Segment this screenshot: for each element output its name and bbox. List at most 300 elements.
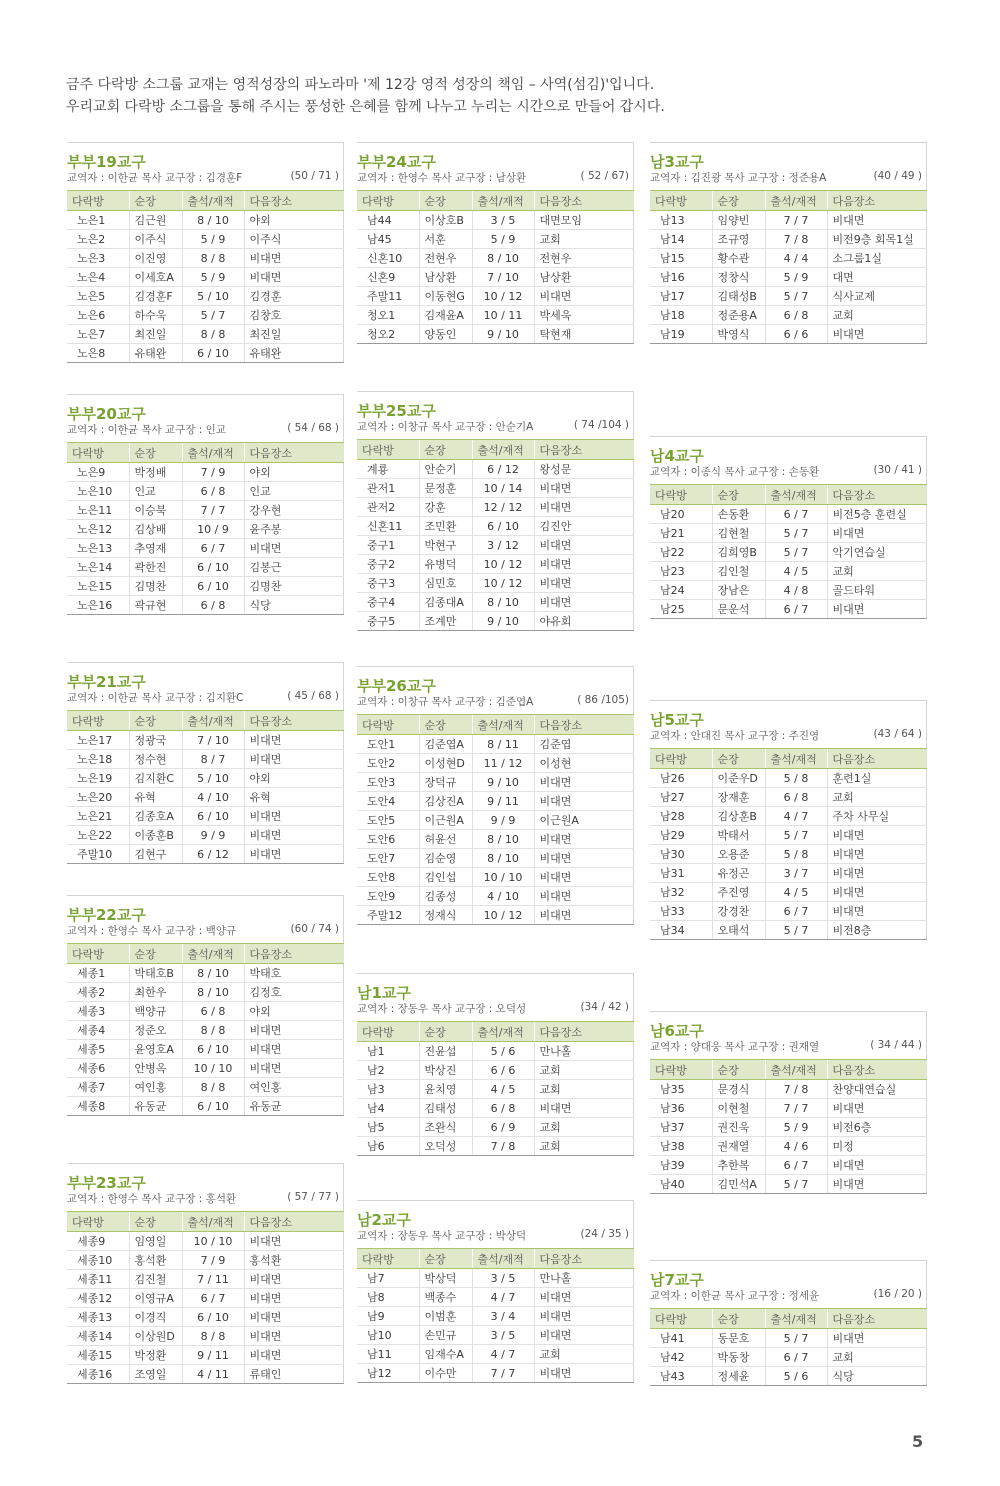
cell-next-place: 비대면 — [534, 830, 634, 849]
cell-attendance: 5 / 7 — [765, 524, 827, 543]
group-table — [357, 1248, 634, 1383]
column-header-2: 출석/재적 — [472, 440, 534, 460]
cell-darakbang: 남3 — [357, 1080, 419, 1099]
cell-darakbang: 도안6 — [357, 830, 419, 849]
table-row — [650, 1175, 927, 1194]
cell-leader: 정재식 — [419, 906, 472, 925]
table-row — [67, 1232, 344, 1251]
cell-darakbang: 청오2 — [357, 325, 419, 344]
group-attendance-ratio: ( 45 / 68 ) — [287, 690, 339, 702]
group-info — [650, 1288, 926, 1308]
cell-attendance: 8 / 11 — [472, 735, 534, 754]
cell-attendance: 5 / 6 — [472, 1042, 534, 1061]
cell-attendance: 4 / 10 — [182, 788, 244, 807]
cell-next-place: 비대면 — [827, 883, 927, 902]
cell-attendance: 9 / 10 — [472, 612, 534, 631]
cell-leader: 동문호 — [712, 1329, 765, 1348]
group-attendance-ratio: (43 / 64 ) — [873, 728, 922, 740]
cell-darakbang: 남35 — [650, 1080, 712, 1099]
cell-next-place: 비대면 — [534, 868, 634, 887]
cell-darakbang: 남40 — [650, 1175, 712, 1194]
column-header-0: 다락방 — [650, 1060, 712, 1080]
group-부부22교구 — [67, 895, 344, 1116]
cell-attendance: 6 / 8 — [765, 306, 827, 325]
table-header-row — [357, 191, 634, 211]
cell-attendance: 10 / 11 — [472, 306, 534, 325]
cell-leader: 박현구 — [419, 536, 472, 555]
cell-attendance: 5 / 10 — [182, 769, 244, 788]
cell-attendance: 9 / 10 — [472, 325, 534, 344]
cell-leader: 박동창 — [712, 1348, 765, 1367]
group-leaders: 교역자 : 이한균 목사 교구장 : 김지환C — [67, 692, 244, 704]
cell-darakbang: 남42 — [650, 1348, 712, 1367]
cell-attendance: 10 / 12 — [472, 555, 534, 574]
cell-attendance: 10 / 10 — [182, 1059, 244, 1078]
group-attendance-ratio: ( 57 / 77 ) — [287, 1191, 339, 1203]
table-row — [67, 230, 344, 249]
cell-leader: 정창식 — [712, 268, 765, 287]
cell-next-place: 비대면 — [827, 1156, 927, 1175]
group-info — [357, 170, 633, 190]
table-row — [650, 807, 927, 826]
cell-next-place: 교회 — [534, 230, 634, 249]
cell-leader: 김종대A — [419, 593, 472, 612]
table-row — [357, 1345, 634, 1364]
cell-darakbang: 노은6 — [67, 306, 129, 325]
cell-attendance: 3 / 5 — [472, 211, 534, 230]
table-header-row — [357, 1249, 634, 1269]
cell-attendance: 5 / 7 — [765, 543, 827, 562]
cell-attendance: 6 / 10 — [182, 344, 244, 363]
group-title: 남1교구 — [357, 984, 411, 1002]
cell-next-place: 전현우 — [534, 249, 634, 268]
cell-attendance: 6 / 7 — [182, 539, 244, 558]
cell-leader: 오태석 — [712, 921, 765, 940]
cell-leader: 박태호B — [129, 964, 182, 983]
cell-next-place: 비대면 — [244, 1021, 344, 1040]
cell-next-place: 비대면 — [534, 498, 634, 517]
table-row — [67, 731, 344, 750]
table-row — [650, 249, 927, 268]
cell-leader: 이수만 — [419, 1364, 472, 1383]
cell-darakbang: 노은17 — [67, 731, 129, 750]
table-row — [67, 520, 344, 539]
cell-attendance: 7 / 9 — [182, 1251, 244, 1270]
cell-leader: 유태완 — [129, 344, 182, 363]
table-row — [650, 883, 927, 902]
group-table — [67, 1211, 344, 1384]
column-header-3: 다음장소 — [827, 191, 927, 211]
column-header-1: 순장 — [129, 443, 182, 463]
table-row — [357, 268, 634, 287]
cell-next-place: 비대면 — [244, 750, 344, 769]
table-row — [67, 1289, 344, 1308]
cell-leader: 이범훈 — [419, 1307, 472, 1326]
cell-next-place: 비대면 — [244, 807, 344, 826]
cell-leader: 권진욱 — [712, 1118, 765, 1137]
cell-attendance: 6 / 7 — [765, 600, 827, 619]
cell-leader: 정수현 — [129, 750, 182, 769]
cell-next-place: 비대면 — [534, 574, 634, 593]
table-row — [67, 769, 344, 788]
cell-darakbang: 남13 — [650, 211, 712, 230]
cell-leader: 추한복 — [712, 1156, 765, 1175]
cell-attendance: 6 / 7 — [765, 505, 827, 524]
cell-next-place: 왕성문 — [534, 460, 634, 479]
group-title: 부부26교구 — [357, 677, 436, 695]
cell-next-place: 비대면 — [534, 555, 634, 574]
cell-leader: 강훈 — [419, 498, 472, 517]
group-attendance-ratio: ( 86 /105) — [577, 694, 629, 706]
table-row — [67, 211, 344, 230]
column-header-0: 다락방 — [650, 1309, 712, 1329]
cell-attendance: 5 / 8 — [765, 845, 827, 864]
column-header-1: 순장 — [129, 1212, 182, 1232]
cell-leader: 박영식 — [712, 325, 765, 344]
column-header-1: 순장 — [419, 191, 472, 211]
cell-leader: 인교 — [129, 482, 182, 501]
table-header-row — [650, 749, 927, 769]
cell-leader: 조규영 — [712, 230, 765, 249]
cell-leader: 남상환 — [419, 268, 472, 287]
cell-attendance: 10 / 12 — [472, 574, 534, 593]
cell-leader: 심민호 — [419, 574, 472, 593]
cell-next-place: 비대면 — [534, 1307, 634, 1326]
intro-line-2: 우리교회 다락방 소그룹을 통해 주시는 풍성한 은혜를 함께 나누고 누리는 시간으로 만들어 갑시다. — [66, 99, 665, 115]
group-attendance-ratio: (30 / 41 ) — [873, 464, 922, 476]
cell-next-place: 교회 — [827, 306, 927, 325]
table-row — [67, 596, 344, 615]
group-leaders: 교역자 : 안대진 목사 교구장 : 주진영 — [650, 730, 820, 742]
column-header-2: 출석/재적 — [182, 191, 244, 211]
cell-next-place: 김정호 — [244, 983, 344, 1002]
cell-leader: 김인섭 — [419, 868, 472, 887]
column-header-3: 다음장소 — [244, 191, 344, 211]
group-attendance-ratio: (16 / 20 ) — [873, 1288, 922, 1300]
cell-next-place: 남상환 — [534, 268, 634, 287]
cell-next-place: 비대면 — [534, 887, 634, 906]
cell-attendance: 7 / 7 — [765, 211, 827, 230]
column-header-2: 출석/재적 — [472, 715, 534, 735]
group-부부21교구 — [67, 662, 344, 864]
cell-darakbang: 남11 — [357, 1345, 419, 1364]
column-header-0: 다락방 — [67, 443, 129, 463]
cell-next-place: 교회 — [534, 1080, 634, 1099]
cell-leader: 이상원D — [129, 1327, 182, 1346]
cell-attendance: 4 / 7 — [472, 1288, 534, 1307]
cell-leader: 조계만 — [419, 612, 472, 631]
table-row — [357, 479, 634, 498]
table-row — [67, 539, 344, 558]
table-row — [67, 1365, 344, 1384]
cell-leader: 박상덕 — [419, 1269, 472, 1288]
group-attendance-ratio: ( 74 /104 ) — [573, 419, 629, 431]
table-row — [357, 773, 634, 792]
cell-leader: 장재훈 — [712, 788, 765, 807]
column-header-0: 다락방 — [357, 1249, 419, 1269]
column-header-1: 순장 — [129, 944, 182, 964]
table-row — [67, 1021, 344, 1040]
cell-darakbang: 중구5 — [357, 612, 419, 631]
column-header-3: 다음장소 — [534, 715, 634, 735]
cell-leader: 이경직 — [129, 1308, 182, 1327]
group-부부26교구 — [357, 666, 634, 925]
cell-leader: 김종호A — [129, 807, 182, 826]
column-header-2: 출석/재적 — [472, 1022, 534, 1042]
cell-next-place: 비대면 — [827, 1099, 927, 1118]
cell-leader: 유동균 — [129, 1097, 182, 1116]
group-leaders: 교역자 : 한영수 목사 교구장 : 홍석환 — [67, 1193, 237, 1205]
group-info — [650, 1039, 926, 1059]
cell-leader: 이주식 — [129, 230, 182, 249]
cell-next-place: 비대면 — [534, 287, 634, 306]
cell-darakbang: 남4 — [357, 1099, 419, 1118]
cell-next-place: 비대면 — [534, 849, 634, 868]
table-row — [67, 1002, 344, 1021]
table-header-row — [67, 711, 344, 731]
cell-attendance: 3 / 12 — [472, 536, 534, 555]
cell-leader: 이영규A — [129, 1289, 182, 1308]
table-row — [357, 574, 634, 593]
cell-attendance: 7 / 7 — [472, 1364, 534, 1383]
table-row — [650, 1137, 927, 1156]
column-header-2: 출석/재적 — [765, 749, 827, 769]
cell-darakbang: 남32 — [650, 883, 712, 902]
group-table — [67, 710, 344, 864]
cell-next-place: 만나홀 — [534, 1269, 634, 1288]
cell-next-place: 비대면 — [827, 826, 927, 845]
cell-darakbang: 남6 — [357, 1137, 419, 1156]
column-header-1: 순장 — [419, 1249, 472, 1269]
cell-next-place: 식당 — [827, 1367, 927, 1386]
cell-darakbang: 남25 — [650, 600, 712, 619]
column-header-3: 다음장소 — [534, 1249, 634, 1269]
column-header-1: 순장 — [712, 1309, 765, 1329]
cell-attendance: 12 / 12 — [472, 498, 534, 517]
cell-leader: 곽규현 — [129, 596, 182, 615]
cell-darakbang: 계룡 — [357, 460, 419, 479]
table-header-row — [357, 715, 634, 735]
cell-next-place: 대면모임 — [534, 211, 634, 230]
cell-darakbang: 관저1 — [357, 479, 419, 498]
cell-next-place: 비대면 — [534, 773, 634, 792]
cell-attendance: 3 / 7 — [765, 864, 827, 883]
table-row — [650, 769, 927, 788]
cell-darakbang: 노은2 — [67, 230, 129, 249]
cell-attendance: 7 / 7 — [765, 1099, 827, 1118]
cell-attendance: 5 / 7 — [765, 287, 827, 306]
cell-darakbang: 세종13 — [67, 1308, 129, 1327]
cell-darakbang: 남10 — [357, 1326, 419, 1345]
cell-attendance: 5 / 7 — [765, 826, 827, 845]
group-leaders: 교역자 : 이종식 목사 교구장 : 손동환 — [650, 466, 820, 478]
cell-attendance: 5 / 8 — [765, 769, 827, 788]
cell-next-place: 비대면 — [534, 792, 634, 811]
column-header-0: 다락방 — [67, 944, 129, 964]
column-header-1: 순장 — [129, 191, 182, 211]
table-row — [357, 593, 634, 612]
group-table — [650, 1308, 927, 1386]
cell-next-place: 탁현재 — [534, 325, 634, 344]
table-row — [650, 1329, 927, 1348]
cell-attendance: 10 / 9 — [182, 520, 244, 539]
cell-next-place: 비대면 — [244, 1289, 344, 1308]
group-leaders: 교역자 : 한영수 목사 교구장 : 백양규 — [67, 925, 237, 937]
cell-darakbang: 노은4 — [67, 268, 129, 287]
cell-leader: 안병옥 — [129, 1059, 182, 1078]
cell-darakbang: 노은1 — [67, 211, 129, 230]
cell-leader: 박정환 — [129, 1346, 182, 1365]
group-info — [357, 1001, 633, 1021]
cell-darakbang: 세종12 — [67, 1289, 129, 1308]
cell-darakbang: 주말12 — [357, 906, 419, 925]
cell-attendance: 3 / 5 — [472, 1269, 534, 1288]
cell-leader: 김희영B — [712, 543, 765, 562]
cell-attendance: 9 / 11 — [182, 1346, 244, 1365]
cell-darakbang: 노은21 — [67, 807, 129, 826]
table-row — [650, 230, 927, 249]
group-info — [650, 464, 926, 484]
cell-next-place: 식당 — [244, 596, 344, 615]
table-row — [67, 558, 344, 577]
cell-attendance: 8 / 10 — [472, 593, 534, 612]
cell-darakbang: 노은16 — [67, 596, 129, 615]
group-table — [650, 484, 927, 619]
group-title: 남4교구 — [650, 447, 704, 465]
cell-darakbang: 노은19 — [67, 769, 129, 788]
cell-leader: 조영일 — [129, 1365, 182, 1384]
cell-leader: 주진영 — [712, 883, 765, 902]
cell-attendance: 5 / 9 — [182, 268, 244, 287]
cell-darakbang: 노은11 — [67, 501, 129, 520]
group-title: 부부25교구 — [357, 402, 436, 420]
cell-attendance: 4 / 8 — [765, 581, 827, 600]
cell-leader: 김근원 — [129, 211, 182, 230]
cell-leader: 김인철 — [712, 562, 765, 581]
cell-attendance: 8 / 10 — [472, 249, 534, 268]
cell-next-place: 비대면 — [244, 539, 344, 558]
cell-darakbang: 남15 — [650, 249, 712, 268]
cell-attendance: 5 / 9 — [472, 230, 534, 249]
cell-darakbang: 남20 — [650, 505, 712, 524]
cell-leader: 김종성 — [419, 887, 472, 906]
cell-attendance: 7 / 8 — [472, 1137, 534, 1156]
cell-leader: 손민규 — [419, 1326, 472, 1345]
cell-next-place: 야외 — [244, 769, 344, 788]
group-info — [357, 419, 633, 439]
column-header-3: 다음장소 — [827, 1060, 927, 1080]
cell-darakbang: 노은9 — [67, 463, 129, 482]
column-header-3: 다음장소 — [534, 191, 634, 211]
table-row — [357, 849, 634, 868]
cell-next-place: 야외 — [244, 1002, 344, 1021]
cell-leader: 박상진 — [419, 1061, 472, 1080]
cell-leader: 이현철 — [712, 1099, 765, 1118]
cell-darakbang: 남18 — [650, 306, 712, 325]
table-row — [67, 1308, 344, 1327]
group-leaders: 교역자 : 장동우 목사 교구장 : 오덕성 — [357, 1003, 527, 1015]
cell-next-place: 비대면 — [827, 1329, 927, 1348]
table-row — [67, 845, 344, 864]
cell-darakbang: 세종1 — [67, 964, 129, 983]
table-row — [67, 287, 344, 306]
table-row — [67, 983, 344, 1002]
cell-darakbang: 세종6 — [67, 1059, 129, 1078]
cell-darakbang: 세종10 — [67, 1251, 129, 1270]
table-row — [67, 1040, 344, 1059]
cell-next-place: 골드타워 — [827, 581, 927, 600]
table-row — [357, 1099, 634, 1118]
cell-next-place: 비대면 — [534, 906, 634, 925]
cell-leader: 장남은 — [712, 581, 765, 600]
cell-leader: 김재윤A — [419, 306, 472, 325]
column-header-3: 다음장소 — [244, 1212, 344, 1232]
table-row — [650, 306, 927, 325]
cell-attendance: 6 / 7 — [765, 1348, 827, 1367]
cell-next-place: 비대면 — [827, 1175, 927, 1194]
cell-darakbang: 남12 — [357, 1364, 419, 1383]
table-row — [357, 287, 634, 306]
cell-next-place: 비대면 — [827, 211, 927, 230]
table-row — [357, 1118, 634, 1137]
cell-leader: 김지환C — [129, 769, 182, 788]
table-row — [650, 902, 927, 921]
cell-attendance: 9 / 11 — [472, 792, 534, 811]
cell-attendance: 6 / 10 — [472, 517, 534, 536]
column-header-3: 다음장소 — [827, 1309, 927, 1329]
cell-darakbang: 노은10 — [67, 482, 129, 501]
cell-leader: 최한우 — [129, 983, 182, 1002]
cell-attendance: 7 / 8 — [765, 1080, 827, 1099]
cell-leader: 이승북 — [129, 501, 182, 520]
group-부부25교구 — [357, 391, 634, 631]
table-header-row — [67, 1212, 344, 1232]
group-attendance-ratio: ( 54 / 68 ) — [287, 422, 339, 434]
table-header-row — [650, 485, 927, 505]
table-row — [357, 735, 634, 754]
cell-leader: 최진일 — [129, 325, 182, 344]
cell-attendance: 5 / 10 — [182, 287, 244, 306]
group-남1교구 — [357, 973, 634, 1156]
cell-darakbang: 남33 — [650, 902, 712, 921]
cell-next-place: 만나홀 — [534, 1042, 634, 1061]
cell-attendance: 8 / 10 — [182, 964, 244, 983]
cell-next-place: 주차 사무실 — [827, 807, 927, 826]
column-header-3: 다음장소 — [827, 485, 927, 505]
cell-leader: 추영재 — [129, 539, 182, 558]
cell-leader: 문운석 — [712, 600, 765, 619]
group-info — [357, 694, 633, 714]
cell-darakbang: 남16 — [650, 268, 712, 287]
table-row — [357, 249, 634, 268]
table-row — [650, 1156, 927, 1175]
table-row — [357, 612, 634, 631]
cell-attendance: 10 / 12 — [472, 906, 534, 925]
cell-next-place: 찬양대연습실 — [827, 1080, 927, 1099]
cell-next-place: 비전9층 회목1실 — [827, 230, 927, 249]
cell-attendance: 9 / 9 — [182, 826, 244, 845]
cell-next-place: 교회 — [534, 1061, 634, 1080]
table-row — [67, 1078, 344, 1097]
column-header-0: 다락방 — [67, 1212, 129, 1232]
cell-darakbang: 노은22 — [67, 826, 129, 845]
cell-next-place: 비대면 — [534, 1288, 634, 1307]
cell-next-place: 비대면 — [534, 1364, 634, 1383]
group-남5교구 — [650, 700, 927, 940]
column-header-0: 다락방 — [357, 715, 419, 735]
cell-attendance: 5 / 9 — [765, 1118, 827, 1137]
group-부부23교구 — [67, 1163, 344, 1384]
